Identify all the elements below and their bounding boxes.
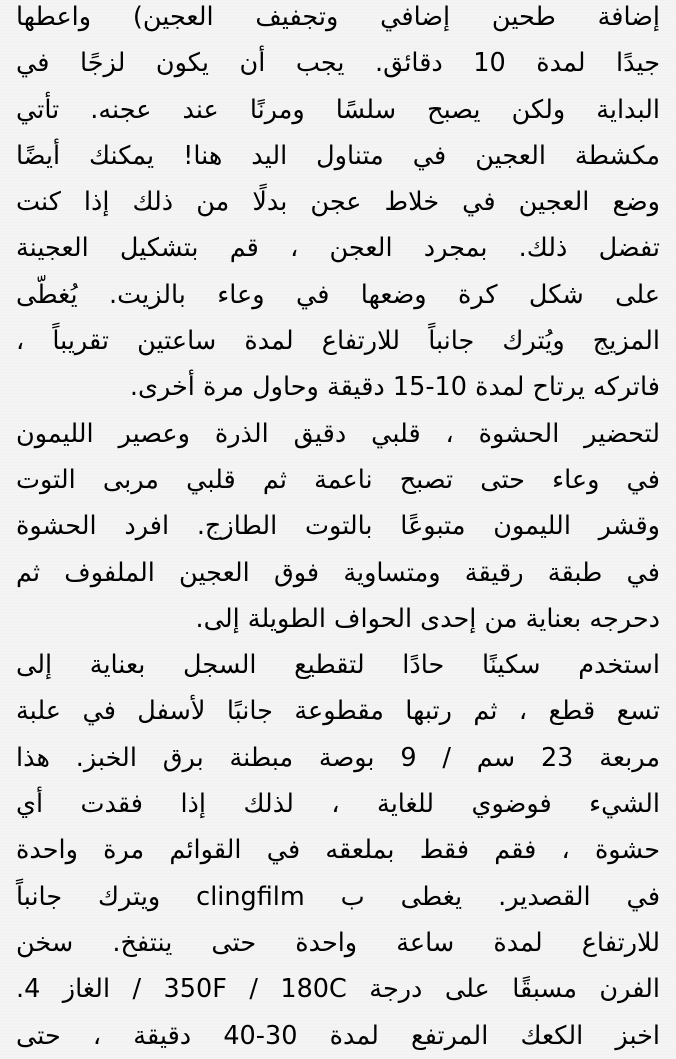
text-line: في القصدير. يغطى ب clingfilm ويترك جانباً xyxy=(16,881,661,912)
text-line: على شكل كرة وضعها في وعاء بالزيت. يُغطّى xyxy=(16,279,660,310)
text-line: فاتركه يرتاح لمدة 10-15 دقيقة وحاول مرة أخرى. xyxy=(129,372,660,403)
text-line: اخبز الكعك المرتفع لمدة 30-40 دقيقة ، حتى xyxy=(16,1020,660,1051)
text-line: تسع قطع ، ثم رتبها مقطوعة جانبًا لأسفل في علبة xyxy=(16,696,660,727)
text-line: حشوة ، فقم فقط بملعقه في القوائم مرة واحدة xyxy=(16,835,660,866)
text-line: في طبقة رقيقة ومتساوية فوق العجين الملفوف ثم xyxy=(16,557,660,588)
text-line: جيدًا لمدة 10 دقائق. يجب أن يكون لزجًا في xyxy=(16,48,660,79)
text-line: استخدم سكينًا حادًا لتقطيع السجل بعناية إلى xyxy=(16,650,660,681)
text-line: الفرن مسبقًا على درجة 350F / 180C / الغاز 4. xyxy=(16,974,660,1005)
text-line: وقشر الليمون متبوعًا بالتوت الطازج. افرد الحشوة xyxy=(16,511,660,542)
recipe-text xyxy=(16,0,660,1059)
text-line: مكشطة العجين في متناول اليد هنا! يمكنك أيضًا xyxy=(16,140,660,171)
text-line: في وعاء حتى تصبح ناعمة ثم قلبي مربى التوت xyxy=(16,464,660,495)
text-line: المزيج ويُترك جانباً للارتفاع لمدة ساعتين تقريباً ، xyxy=(16,326,660,357)
text-line: مربعة 23 سم / 9 بوصة مبطنة برق الخبز. هذا xyxy=(16,742,660,773)
text-line: إضافة طحين إضافي وتجفيف العجين) واعطها xyxy=(16,2,660,32)
text-line: البداية ولكن يصبح سلسًا ومرنًا عند عجنه. تأتي xyxy=(16,94,660,125)
text-line: دحرجه بعناية من إحدى الحواف الطويلة إلى. xyxy=(195,603,660,634)
text-line: لتحضير الحشوة ، قلبي دقيق الذرة وعصير الليمون xyxy=(16,418,660,449)
text-line: تفضل ذلك. بمجرد العجن ، قم بتشكيل العجينة xyxy=(16,233,660,264)
text-line: الشيء فوضوي للغاية ، لذلك إذا فقدت أي xyxy=(16,789,660,820)
text-line: وضع العجين في خلاط عجن بدلًا من ذلك إذا كنت xyxy=(16,187,660,218)
text-line: للارتفاع لمدة ساعة واحدة حتى ينتفخ. سخن xyxy=(16,927,660,958)
